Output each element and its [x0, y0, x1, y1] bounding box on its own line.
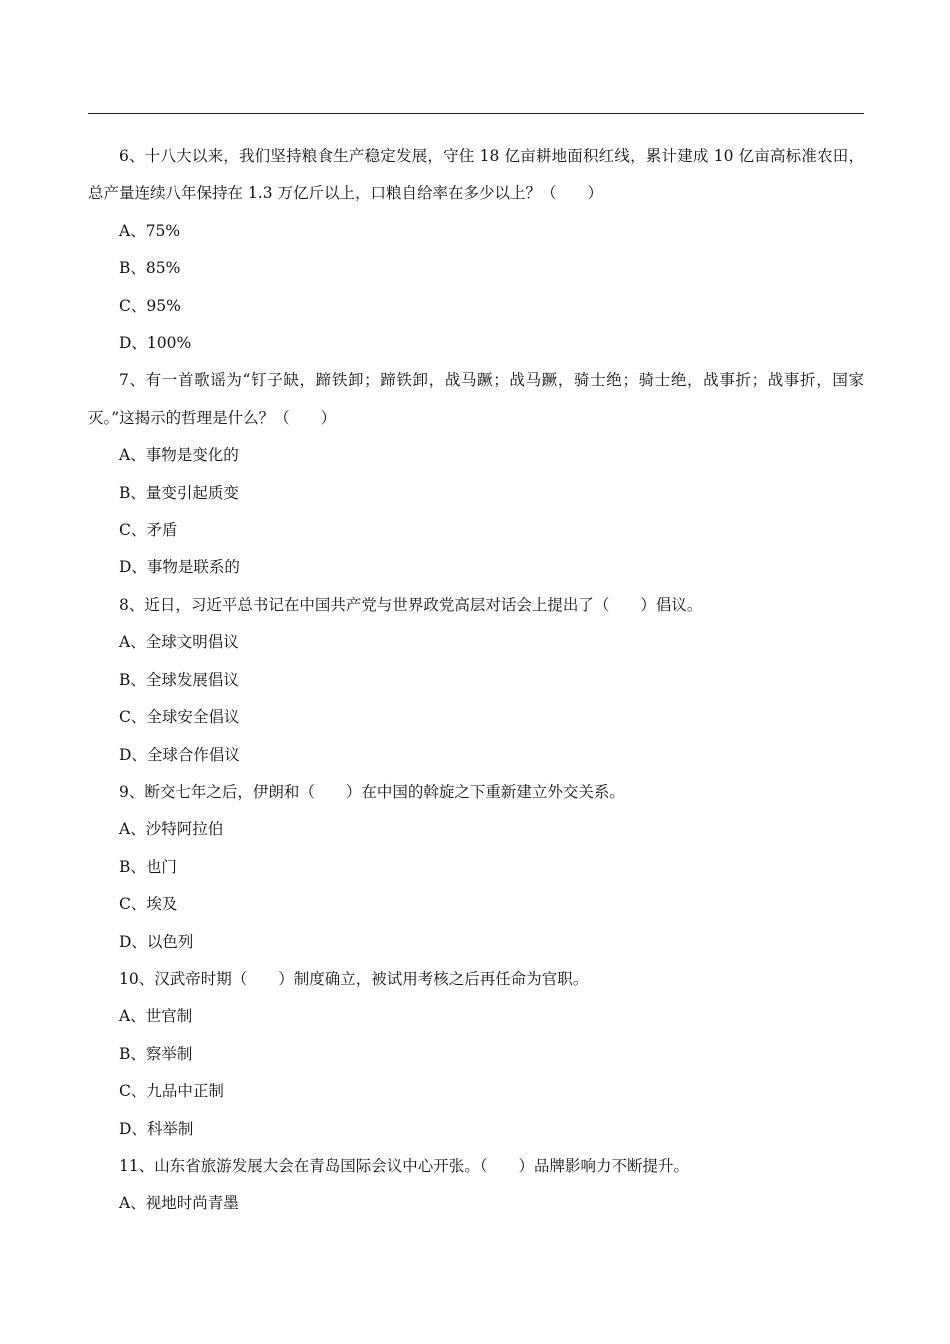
option-b: B、全球发展倡议 [119, 670, 239, 689]
option-d: D、事物是联系的 [119, 558, 240, 577]
header-rule [88, 113, 864, 114]
question-list [88, 138, 864, 1223]
option-d: D、科举制 [119, 1119, 194, 1138]
option-d: D、100% [119, 334, 192, 353]
question-stem: 10、汉武帝时期（ ）制度确立，被试用考核之后再任命为官职。 [119, 969, 589, 988]
option-a: A、全球文明倡议 [119, 633, 239, 652]
option-a: A、75% [119, 221, 181, 240]
question-stem: 7、有一首歌谣为“钉子缺，蹄铁卸；蹄铁卸，战马蹶；战马蹶，骑士绝；骑士绝，战事折；战事折，国家灭。”这揭示的哲理是什么？（ ） [88, 371, 864, 427]
question-stem: 6、十八大以来，我们坚持粮食生产稳定发展，守住 18 亿亩耕地面积红线，累计建成 10 亿亩高标准农田，总产量连续八年保持在 1.3 万亿斤以上，口粮自给率在多少以上？（ ） [88, 147, 864, 203]
option-a: A、沙特阿拉伯 [119, 820, 224, 839]
question-10 [88, 961, 864, 1148]
option-c: C、全球安全倡议 [119, 708, 240, 727]
question-stem: 11、山东省旅游发展大会在青岛国际会议中心开张。（ ）品牌影响力不断提升。 [119, 1156, 689, 1175]
option-b: B、察举制 [119, 1044, 193, 1063]
question-6 [88, 138, 864, 362]
option-b: B、85% [119, 259, 181, 278]
question-stem: 8、近日，习近平总书记在中国共产党与世界政党高层对话会上提出了（ ）倡议。 [119, 595, 703, 614]
question-9 [88, 774, 864, 961]
question-7 [88, 362, 864, 586]
option-c: C、埃及 [119, 895, 178, 914]
option-d: D、全球合作倡议 [119, 745, 240, 764]
question-11 [88, 1148, 864, 1223]
option-c: C、矛盾 [119, 521, 178, 540]
option-d: D、以色列 [119, 932, 194, 951]
option-c: C、九品中正制 [119, 1082, 224, 1101]
option-c: C、95% [119, 296, 181, 315]
option-a: A、视地时尚青墨 [119, 1194, 239, 1213]
option-b: B、量变引起质变 [119, 483, 239, 502]
question-stem: 9、断交七年之后，伊朗和（ ）在中国的斡旋之下重新建立外交关系。 [119, 782, 625, 801]
option-b: B、也门 [119, 857, 177, 876]
question-8 [88, 587, 864, 774]
option-a: A、事物是变化的 [119, 446, 239, 465]
option-a: A、世官制 [119, 1007, 193, 1026]
